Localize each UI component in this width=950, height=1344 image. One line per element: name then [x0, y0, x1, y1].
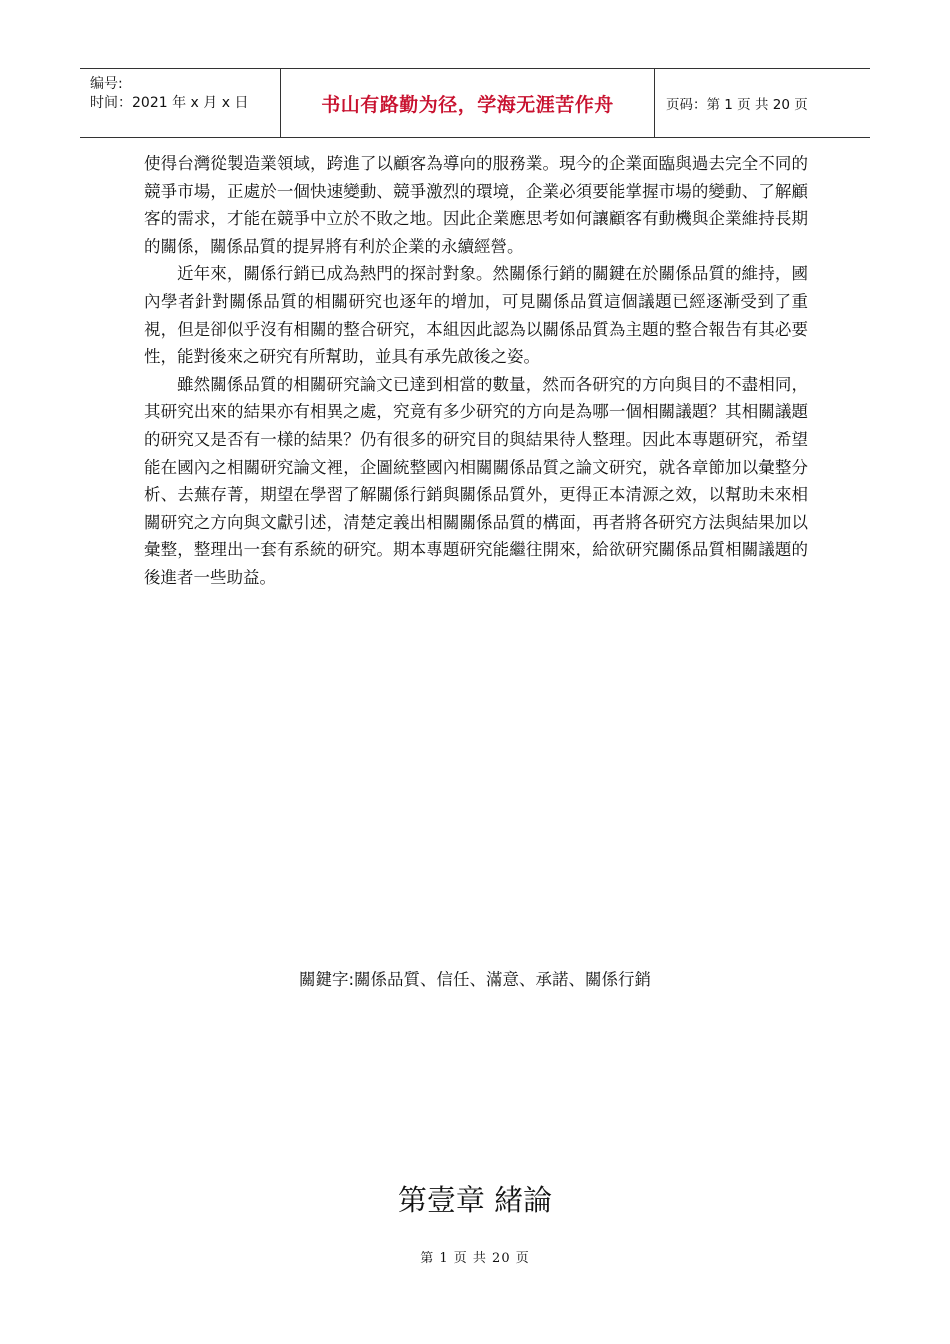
document-code-label: 编号:: [90, 76, 123, 92]
chapter-title: 第壹章 緒論: [397, 1183, 553, 1217]
document-body: [144, 150, 808, 592]
page-footer: 第 1 页 共 20 页: [420, 1251, 530, 1266]
header-motto-cell: [281, 69, 655, 137]
page-header: [80, 68, 870, 138]
body-paragraph: 使得台灣從製造業領域，跨進了以顧客為導向的服務業。現今的企業面臨與過去完全不同的競爭市場，正處於一個快速變動、競爭激烈的環境，企業必須要能掌握市場的變動、了解顧客的需求，才能在競爭中立於不敗之地。因此企業應思考如何讓顧客有動機與企業維持長期的關係，關係品質的提昇將有利於企業的永續經營。: [144, 154, 808, 256]
document-date-label: 时间：2021 年 x 月 x 日: [90, 95, 249, 111]
header-meta-cell: [80, 69, 281, 137]
header-page-cell: [656, 69, 870, 137]
header-motto: 书山有路勤为径，学海无涯苦作舟: [321, 93, 614, 116]
header-page-code: 页码：第 1 页 共 20 页: [666, 97, 808, 113]
keywords-line: 關鍵字:關係品質、信任、滿意、承諾、關係行銷: [298, 970, 652, 989]
body-paragraph: 雖然關係品質的相關研究論文已達到相當的數量，然而各研究的方向與目的不盡相同，其研究出來的結果亦有相異之處，究竟有多少研究的方向是為哪一個相關議題？其相關議題的研究又是否有一樣的結果？仍有很多的研究目的與結果待人整理。因此本專題研究，希望能在國內之相關研究論文裡，企圖統整國內相關關係品質之論文研究，就各章節加以彙整分析、去蕪存菁，期望在學習了解關係行銷與關係品質外，更得正本清源之效，以幫助未來相關研究之方向與文獻引述，清楚定義出相關關係品質的構面，再者將各研究方法與結果加以彙整，整理出一套有系統的研究。期本專題研究能繼往開來，給欲研究關係品質相關議題的後進者一些助益。: [144, 374, 808, 587]
body-paragraph: 近年來，關係行銷已成為熱門的探討對象。然關係行銷的關鍵在於關係品質的維持，國內學者針對關係品質的相關研究也逐年的增加，可見關係品質這個議題已經逐漸受到了重視，但是卻似乎沒有相關的整合研究，本組因此認為以關係品質為主題的整合報告有其必要性，能對後來之研究有所幫助，並具有承先啟後之姿。: [144, 264, 808, 367]
